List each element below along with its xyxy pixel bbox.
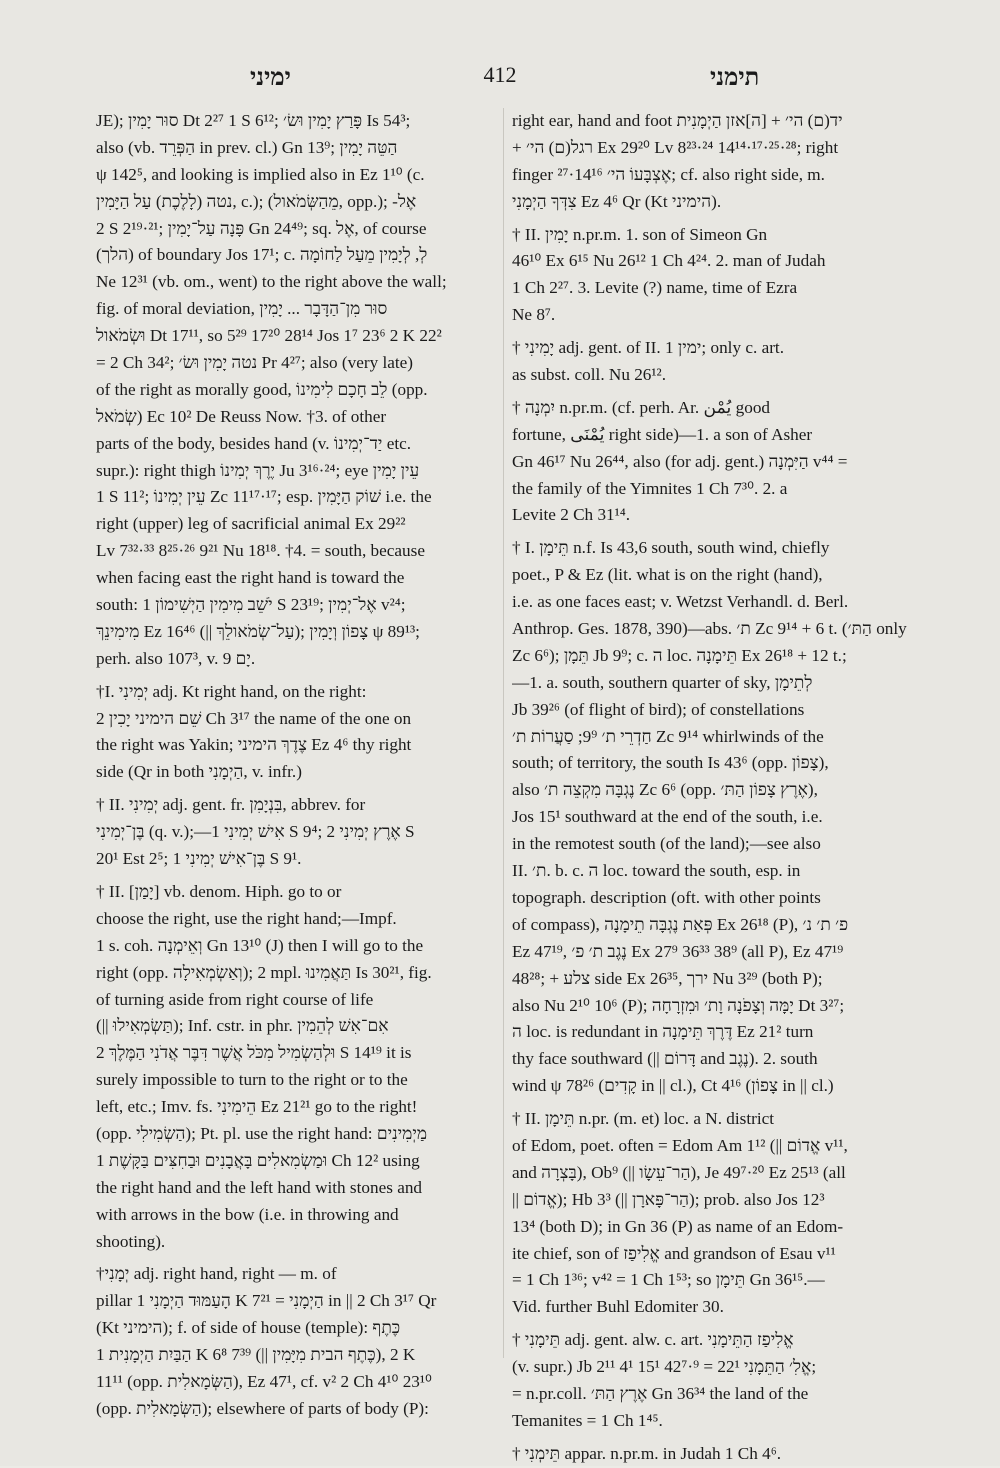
text-line: † תֵּימָנִי adj. gent. alw. c. art. אֱלִיפַז הַתֵּימָנִי <box>512 1330 794 1350</box>
text-line: the right hand and the left hand with stones and <box>96 1177 423 1197</box>
text-line: וּשְׂמֹאול Dt 17¹¹, so 5²⁹ 17²⁰ 28¹⁴ Jos 1⁷ 23⁶ 2 K 22² <box>96 326 442 346</box>
text-line: 48²⁸; + צלע side Ex 26³⁵, ירך Nu 3²⁹ (both P); <box>512 968 823 988</box>
text-line: fig. of moral deviation, סוּר מִן־הַדָּבָר ... יָמִין <box>96 299 388 319</box>
left-column <box>96 108 496 1423</box>
right-column <box>512 108 920 1468</box>
text-line: right (upper) leg of sacrificial animal Ex 29²² <box>96 514 406 534</box>
text-line: = 2 Ch 34²; נטה יָמִין וּשׂ׳ Pr 4²⁷; also (very late) <box>96 353 413 373</box>
text-line: —1. a. south, southern quarter of sky, לְתֵימָן <box>512 672 813 692</box>
text-line: also (vb. הַפְּרֵד in prev. cl.) Gn 13⁹; הַטֵּה יָמִין <box>96 137 398 157</box>
text-line: with arrows in the bow (i.e. in throwing and <box>96 1204 399 1224</box>
text-line: 1 Ch 2²⁷. 3. Levite (?) name, time of Ezra <box>512 278 798 298</box>
text-line: of turning aside from right course of life <box>96 989 374 1009</box>
text-line: fortune, يُمْنَى right side)—1. a son of Asher <box>512 424 813 444</box>
header-left-word: ימיני <box>250 62 291 91</box>
text-line: חַדְרֵי ת׳ 9⁹; סַעֲרוֹת ת׳ Zc 9¹⁴ whirlwinds of the <box>512 726 824 746</box>
text-line: i.e. as one faces east; v. Wetzst Verhandl. d. Berl. <box>512 592 849 612</box>
text-line: + רגל(ם) הי׳ Ex 29²⁰ Lv 8²³·²⁴ 14¹⁴·¹⁷·²⁵·²⁸; right <box>512 137 839 157</box>
text-line: הַבַּיִת הַיְמָנִית 1 K 6⁸ 7³⁹ (|| כֶּתֶף הבית מִיָּמִין), 2 K <box>96 1345 416 1365</box>
text-line: † II. יְמִינִי adj. gent. fr. בִּנְיָמִן, abbrev. for <box>96 795 366 815</box>
text-line: JE); סוּר יָמִין Dt 2²⁷ 1 S 6¹²; פָּרַץ יָמִין וּשׂ׳ Is 54³; <box>96 111 411 130</box>
text-line: בֶּן־יְמִינִי (q. v.);—אִישׁ יְמִינִי 1 S 9⁴; אֶרֶץ יְמִינִי 2 S <box>96 822 415 842</box>
page-number: 412 <box>483 62 517 87</box>
text-line: right (opp. וְאַשְׂמְאִילָה); 2 mpl. תַּאֲמִינוּ Is 30²¹, fig. <box>96 962 432 982</box>
text-line: supr.): right thigh יֶרֶךְ יְמִינוֹ Ju 3¹⁶·²⁴; eye עֵין יָמִין <box>96 460 420 480</box>
text-line: topograph. description (oft. with other points <box>512 887 821 907</box>
text-line: ψ 142⁵, and looking is implied also in Ez 1¹⁰ (c. <box>96 164 425 184</box>
text-line: finger אֶצְבָּעוֹ הי׳ 14¹⁶·²⁷; cf. also right side, m. <box>512 164 825 184</box>
text-line: 2 S 2¹⁹·²¹; פָּנָה עַל־יָמִין Gn 24⁴⁹; sq. אֶל, of course <box>96 218 427 238</box>
text-line: 46¹⁰ Ex 6¹⁵ Nu 26¹² 1 Ch 4²⁴. 2. man of Judah <box>512 251 826 271</box>
text-line: = 1 Ch 1³⁶; v⁴² = 1 Ch 1⁵³; so תֵּימָן Gn 36¹⁵.— <box>512 1270 825 1290</box>
text-line: poet., P & Ez (lit. what is on the right (hand), <box>512 565 823 585</box>
text-line: Ne 8⁷. <box>512 305 556 325</box>
text-line: as subst. coll. Nu 26¹². <box>512 365 667 385</box>
text-line: וּלְהַשְׂמִיל מִכֹּל אֲשֶׁר דִּבֶּר אֲדֹנִי הַמֶּלֶךְ 2 S 14¹⁹ it is <box>96 1043 412 1063</box>
text-line: when facing east the right hand is toward the <box>96 568 405 588</box>
text-line: נטה (לָלֶכֶת) עַל הַיָּמִין, c.); (מֵהַשְּׂמֹאול, opp.); -אֶל <box>96 191 417 211</box>
text-line: left, etc.; Imv. fs. הֵימִינִי Ez 21²¹ go to the right! <box>96 1097 418 1117</box>
text-line: (|| תַּשְׂמְאִילוּ); Inf. cstr. in phr. אִם־אִשׁ לְהֵמִין <box>96 1016 389 1036</box>
text-line: of Edom, poet. often = Edom Am 1¹² (|| אֱדוֹם v¹¹, <box>512 1135 848 1155</box>
text-line: of compass), פְּאַת נֶגְבָּה תֵימָנָה Ex 26¹⁸ (P), פ׳ ת׳ נ׳ <box>512 914 849 934</box>
text-line: parts of the body, besides hand (v. יַד־יְמִינוֹ etc. <box>96 433 412 453</box>
text-line: ה loc. is redundant in דֶּרֶךְ תֵּימָנָה Ez 21² turn <box>512 1022 814 1042</box>
text-line: the family of the Yimnites 1 Ch 7³⁰. 2. a <box>512 478 788 498</box>
text-line: in the remotest south (of the land);—see also <box>512 834 821 854</box>
text-line: † יִמְנָה n.pr.m. (cf. perh. Ar. يُمْن good <box>512 397 770 417</box>
text-line: (opp. הַשְׂמִילִי); Pt. pl. use the right hand: מַיְמִינִים <box>96 1123 428 1143</box>
header-right-word: תימני <box>710 62 760 91</box>
text-line: the right was Yakin; צֶדֶךְ הימיני Ez 4⁶ thy right <box>96 735 412 755</box>
text-line: Lv 7³²·³³ 8²⁵·²⁶ 9²¹ Nu 18¹⁸. †4. = south, because <box>96 541 425 561</box>
text-line: also Nu 2¹⁰ 10⁶ (P); יָמָּה וְצָפֹנָה וָת׳ וּמִזְרָחָה Dt 3²⁷; <box>512 995 845 1015</box>
text-line: 11¹¹ (opp. הַשְּׂמָאלִית), Ez 47¹, cf. v² 2 Ch 4¹⁰ 23¹⁰ <box>96 1371 432 1391</box>
text-line: shooting). <box>96 1231 166 1251</box>
text-line: south: יֹשֵׁב מִימִין הַיְשִׁימוֹן 1 S 23¹⁹; אֶל־יְמִין v²⁴; <box>96 595 406 615</box>
text-line: שֵׁם הימיני יָכִין 2 Ch 3¹⁷ the name of the one on <box>96 708 412 728</box>
text-line: || אֱדוֹם); Hb 3³ (|| הַר־פָּארָן); prob. also Jos 12³ <box>512 1189 825 1209</box>
text-line: צִדְּךָ הַיְמָנִי Ez 4⁶ Qr (Kt הימיני). <box>512 191 722 211</box>
text-line: † II. יָמִין n.pr.m. 1. son of Simeon Gn <box>512 224 768 244</box>
text-line: of the right as morally good, לֵב חָכָם לִימִינוֹ (opp. <box>96 379 428 399</box>
text-line: 13⁴ (both D); in Gn 36 (P) as name of an Edom- <box>512 1216 844 1236</box>
text-line: † יָמִינִי adj. gent. of II. ימין 1; only c. art. <box>512 338 784 358</box>
text-line: (v. supr.) Jb 2¹¹ 4¹ 15¹ 42⁷·⁹ = אֱלִ׳ הַתֵּמָנִי 22¹; <box>512 1357 817 1377</box>
text-line: perh. also 107³, v. יָם 9. <box>96 648 256 668</box>
text-line: מִימִינֵךְ Ez 16⁴⁶ (|| עַל־שְׂמֹאולֵךְ); צָפוֹן וְיָמִין ψ 89¹³; <box>96 621 420 641</box>
text-line: surely impossible to turn to the right or to the <box>96 1070 408 1090</box>
text-line: (הלך) of boundary Jos 17¹; c. לְ, לְיָמִין מֵעַל לַחוֹמָה <box>96 245 428 265</box>
text-line: Levite 2 Ch 31¹⁴. <box>512 505 631 525</box>
text-line: also נֶגְבָּה מִקְצֵה ת׳ Zc 6⁶ (opp. אֶרֶץ צָפוֹן הַתּ׳), <box>512 780 818 800</box>
text-line: (Kt הימיני); f. of side of house (temple): כֶּתֶף <box>96 1318 401 1338</box>
text-line: †יְמָנִי adj. right hand, right — m. of <box>96 1264 337 1284</box>
text-line: † I. תֵּימָן n.f. Is 43,6 south, south wind, chiefly <box>512 538 830 558</box>
text-line: thy face southward (|| דָּרוֹם and נֶגֶב). 2. south <box>512 1049 818 1069</box>
text-line: II. ת׳. b. c. ה loc. toward the south, esp. in <box>512 861 801 881</box>
text-line: † II. תֵּימָן n.pr. (m. et) loc. a N. district <box>512 1109 775 1129</box>
text-line: †I. יְמִינִי adj. Kt right hand, on the right: <box>96 681 367 701</box>
text-line: Jb 39²⁶ (of flight of bird); of constellations <box>512 699 805 719</box>
text-line: Ne 12³¹ (vb. om., went) to the right above the wall; <box>96 272 447 292</box>
text-line: שְׂמֹאל) Ec 10² De Reuss Now. †3. of other <box>96 406 387 426</box>
text-line: † תֵּימְנִי appar. n.pr.m. in Judah 1 Ch 4⁶. <box>512 1443 781 1463</box>
text-line: Gn 46¹⁷ Nu 26⁴⁴, also (for adj. gent.) הַיִּמְנָה v⁴⁴ = <box>512 451 848 471</box>
text-line: choose the right, use the right hand;—Impf. <box>96 908 397 928</box>
text-line: Zc 6⁶); תֵּמָן Jb 9⁹; c. ה loc. תֵּימָנָה Ex 26¹⁸ + 12 t.; <box>512 645 847 665</box>
text-line: side (Qr in both הַיְמָנִי, v. infr.) <box>96 762 302 782</box>
text-line: Vid. further Buhl Edomiter 30. <box>512 1297 724 1317</box>
text-line: Jos 15¹ southward at the end of the south, i.e. <box>512 807 823 827</box>
text-line: ite chief, son of אֱלִיפַז and grandson of Esau v¹¹ <box>512 1243 836 1263</box>
text-line: = n.pr.coll. אֶרֶץ הַתּ׳ Gn 36³⁴ the land of the <box>512 1383 809 1403</box>
text-line: Temanites = 1 Ch 1⁴⁵. <box>512 1410 663 1430</box>
running-header <box>100 62 920 102</box>
text-line: right ear, hand and foot יד(ם) הי׳ + [ה]אזן הַיְמָנִית <box>512 111 843 130</box>
column-divider <box>503 108 504 1358</box>
text-line: pillar הָעַמּוּד הַיְמָנִי 1 K 7²¹ = הַיְמָנִי in || 2 Ch 3¹⁷ Qr <box>96 1291 437 1311</box>
text-line: (opp. הַשְּׂמָאלִית); elsewhere of parts of body (P): <box>96 1398 429 1418</box>
text-line: 1 S 11²; עֵין יְמִינוֹ Zc 11¹⁷·¹⁷; esp. שׁוֹק הַיָּמִין i.e. the <box>96 487 432 507</box>
text-line: wind ψ 78²⁶ (קָדִים in || cl.), Ct 4¹⁶ (צָפוֹן in || cl.) <box>512 1076 834 1096</box>
text-line: Ez 47¹⁹, נֶגֶב ת׳ פ׳ Ex 27⁹ 36³³ 38⁹ (all P), Ez 47¹⁹ <box>512 941 844 961</box>
text-line: 20¹ Est 2⁵; בֶּן־אִישׁ יְמִינִי 1 S 9¹. <box>96 849 302 869</box>
text-line: † II. [יָמַן] vb. denom. Hiph. go to or <box>96 881 342 901</box>
text-line: 1 s. coh. וְאֵימְנָה Gn 13¹⁰ (J) then I will go to the <box>96 935 424 955</box>
text-line: south; of territory, the south Is 43⁶ (opp. צָפוֹן), <box>512 753 829 773</box>
text-line: Anthrop. Ges. 1878, 390)—abs. ת׳ Zc 9¹⁴ + 6 t. (הַתּ׳ only <box>512 619 907 639</box>
text-line: and בָּצְרָה), Ob⁹ (|| הַר־עֵשָׂו), Je 49⁷·²⁰ Ez 25¹³ (all <box>512 1162 846 1182</box>
text-line: וּמַשְׂמִאלִים בָּאֲבָנִים וּבַחִצִּים בַּקָּשֶׁת 1 Ch 12² using <box>96 1150 420 1170</box>
